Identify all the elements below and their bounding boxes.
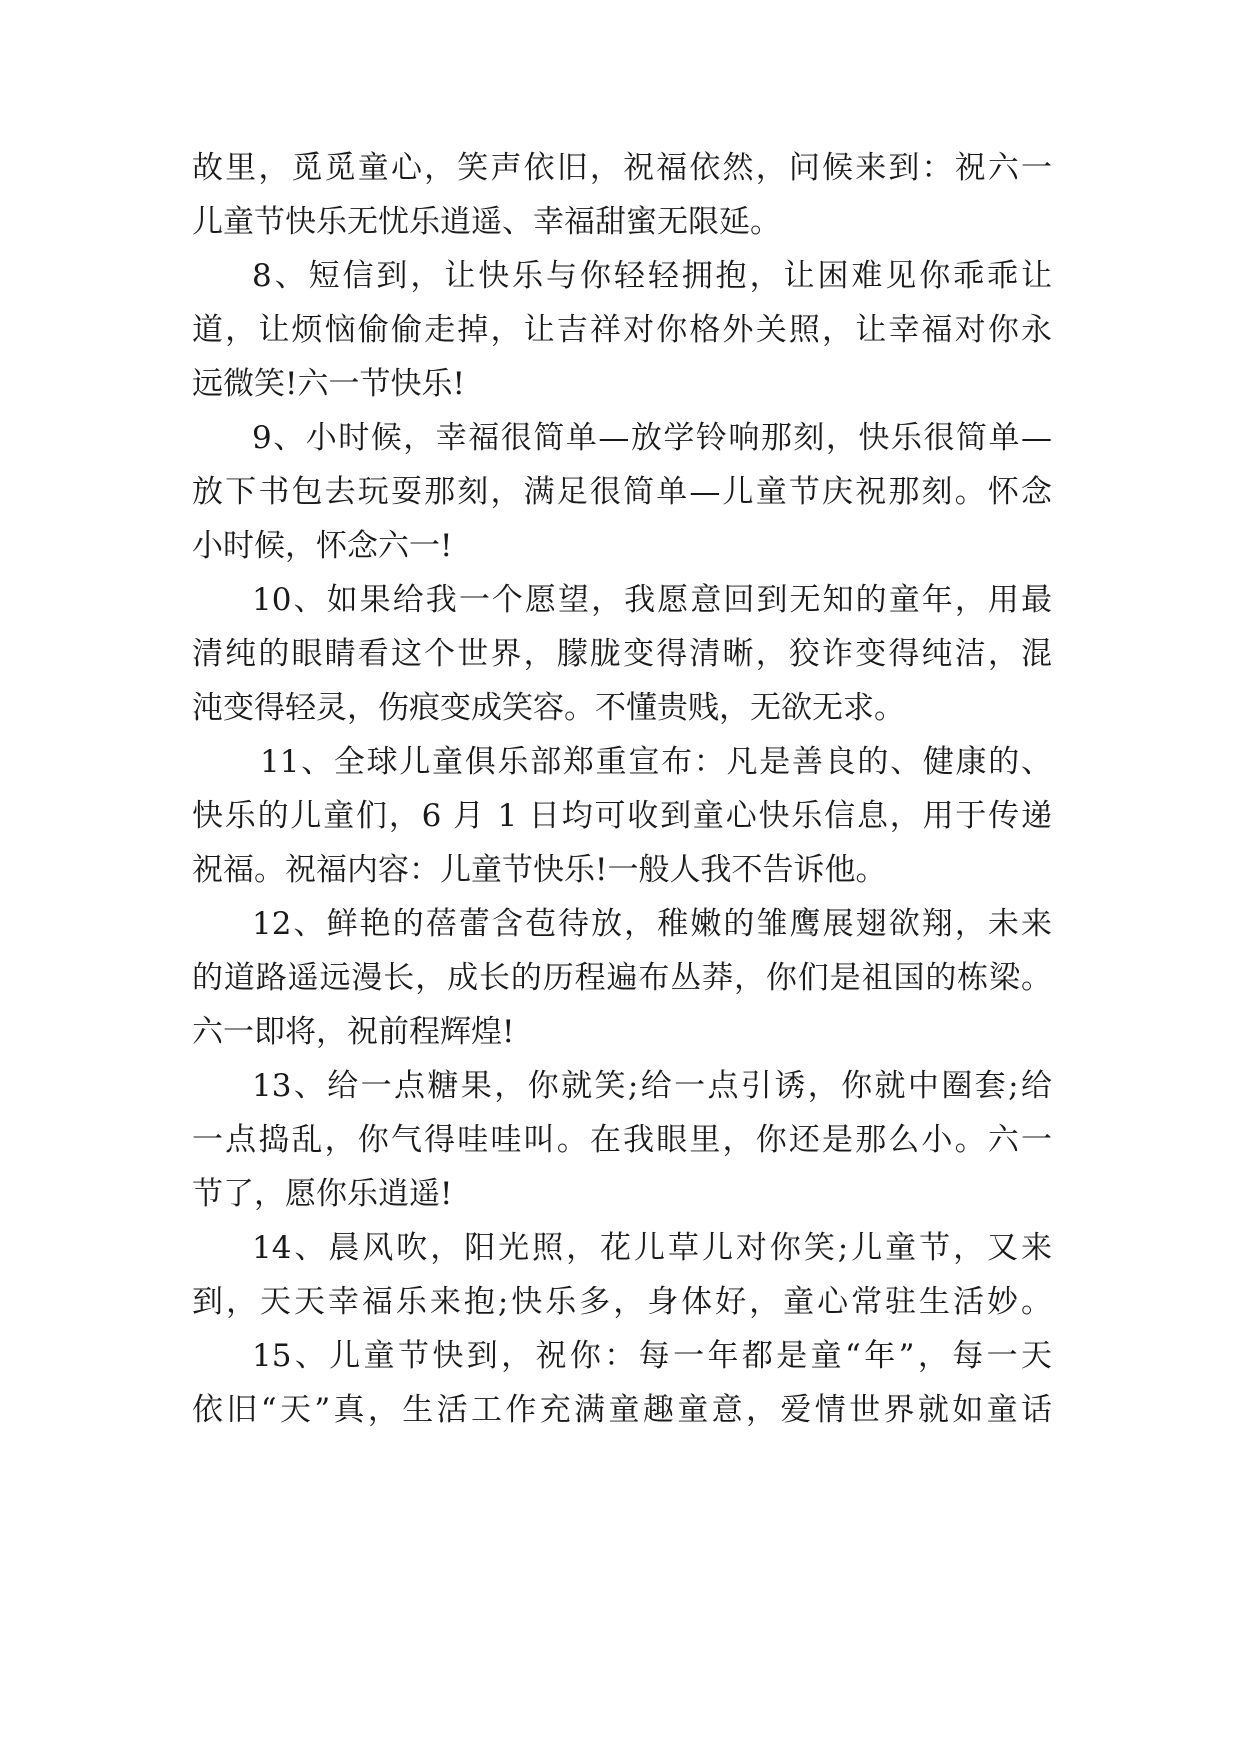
- document-page: [192, 0, 1052, 1754]
- text-line: 清纯的眼睛看这个世界，朦胧变得清晰，狡诈变得纯洁，混: [192, 636, 1052, 672]
- text-line: 儿童节快乐无忧乐逍遥、幸福甜蜜无限延。: [192, 204, 781, 240]
- text-line: 放下书包去玩耍那刻，满足很简单—儿童节庆祝那刻。怀念: [192, 474, 1052, 510]
- text-line: 故里，觅觅童心，笑声依旧，祝福依然，问候来到：祝六一: [192, 150, 1052, 186]
- text-line: 依旧“天”真，生活工作充满童趣童意，爱情世界就如童话: [192, 1392, 1052, 1428]
- text-line: 道，让烦恼偷偷走掉，让吉祥对你格外关照，让幸福对你永: [192, 312, 1052, 348]
- text-line: 一点捣乱，你气得哇哇叫。在我眼里，你还是那么小。六一: [192, 1122, 1052, 1158]
- paragraph-start-line: 12、鲜艳的蓓蕾含苞待放，稚嫩的雏鹰展翅欲翔，未来: [252, 906, 1052, 942]
- paragraph-start-line: 9、小时候，幸福很简单—放学铃响那刻，快乐很简单—: [252, 420, 1052, 456]
- paragraph-start-line: 8、短信到，让快乐与你轻轻拥抱，让困难见你乖乖让: [252, 258, 1052, 294]
- paragraph-start-line: 14、晨风吹，阳光照，花儿草儿对你笑;儿童节，又来: [252, 1230, 1052, 1266]
- text-line: 小时候，怀念六一!: [192, 528, 453, 564]
- paragraph-start-line: 13、给一点糖果，你就笑;给一点引诱，你就中圈套;给: [252, 1068, 1052, 1104]
- text-line: 的道路遥远漫长，成长的历程遍布丛莽，你们是祖国的栋梁。: [192, 960, 1052, 996]
- text-line: 六一即将，祝前程辉煌!: [192, 1014, 515, 1050]
- paragraph-start-line: 10、如果给我一个愿望，我愿意回到无知的童年，用最: [252, 582, 1052, 618]
- text-line: 沌变得轻灵，伤痕变成笑容。不懂贵贱，无欲无求。: [192, 690, 905, 726]
- text-line: 远微笑!六一节快乐!: [192, 366, 465, 402]
- paragraph-start-line: 11、全球儿童俱乐部郑重宣布：凡是善良的、健康的、: [260, 744, 1052, 780]
- text-line: 节了，愿你乐逍遥!: [192, 1176, 453, 1212]
- text-line: 到，天天幸福乐来抱;快乐多，身体好，童心常驻生活妙。: [192, 1284, 1052, 1320]
- text-line: 祝福。祝福内容：儿童节快乐!一般人我不告诉他。: [192, 852, 887, 888]
- paragraph-start-line: 15、儿童节快到，祝你：每一年都是童“年”，每一天: [252, 1338, 1052, 1374]
- text-line: 快乐的儿童们，6 月 1 日均可收到童心快乐信息，用于传递: [192, 798, 1052, 834]
